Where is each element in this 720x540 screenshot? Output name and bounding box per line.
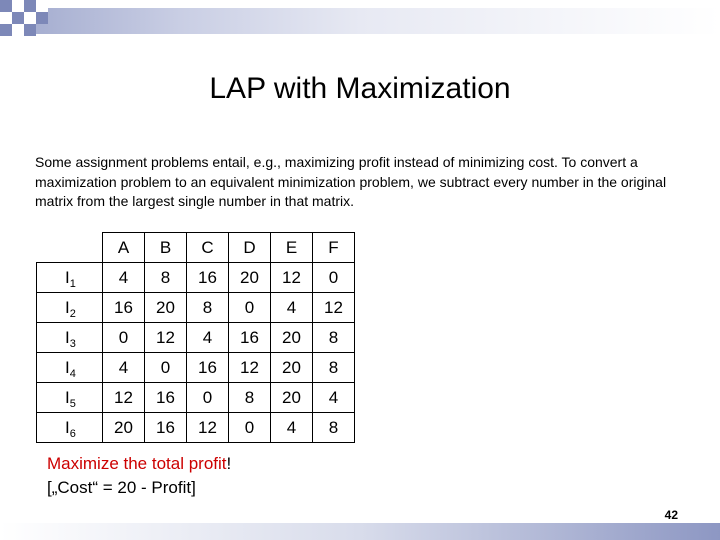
slide-title: LAP with Maximization (209, 72, 511, 105)
table-row (37, 293, 355, 323)
table-cell: 4 (271, 413, 313, 443)
table-cell: 4 (271, 293, 313, 323)
table-cell: 16 (187, 263, 229, 293)
table-cell: 8 (313, 323, 355, 353)
table-cell: 16 (103, 293, 145, 323)
table-corner-cell (37, 233, 103, 263)
table-cell: 4 (103, 263, 145, 293)
row-label: $I_3$ (37, 323, 103, 353)
column-header: D (229, 233, 271, 263)
table-cell: 12 (145, 323, 187, 353)
table-cell: 12 (103, 383, 145, 413)
table-cell: 12 (187, 413, 229, 443)
table-row (37, 263, 355, 293)
table-cell: 8 (229, 383, 271, 413)
table-header-row (37, 233, 355, 263)
row-label: $I_1$ (37, 263, 103, 293)
column-header: A (103, 233, 145, 263)
table-cell: 4 (313, 383, 355, 413)
table-cell: 20 (271, 323, 313, 353)
column-header: E (271, 233, 313, 263)
page-number: 42 (664, 508, 678, 522)
column-header: F (313, 233, 355, 263)
row-label: $I_5$ (37, 383, 103, 413)
table-cell: 8 (187, 293, 229, 323)
table-row (37, 383, 355, 413)
maximize-note (47, 452, 231, 500)
table-cell: 0 (229, 293, 271, 323)
note-line-1: Maximize the total profit! (47, 454, 232, 473)
note-emphasis: Maximize the total profit (47, 454, 227, 473)
table-cell: 12 (313, 293, 355, 323)
note-line-2: [„Cost“ = 20 - Profit] (47, 478, 196, 497)
table-cell: 20 (271, 383, 313, 413)
table-cell: 4 (187, 323, 229, 353)
table-row (37, 323, 355, 353)
table-cell: 0 (313, 263, 355, 293)
intro-paragraph: Some assignment problems entail, e.g., maximizing profit instead of minimizing cost. To convert a maximization problem to an equivalent minimization problem, we subtract every number in the original matrix from the largest single number in that matrix. (35, 154, 667, 209)
table-row (37, 413, 355, 443)
row-label: $I_2$ (37, 293, 103, 323)
footer-gradient-bar (0, 523, 720, 540)
table-cell: 8 (313, 413, 355, 443)
table-cell: 0 (103, 323, 145, 353)
table-cell: 20 (145, 293, 187, 323)
table-cell: 16 (229, 323, 271, 353)
table-cell: 0 (187, 383, 229, 413)
table-cell: 0 (229, 413, 271, 443)
row-label: $I_4$ (37, 353, 103, 383)
table-cell: 0 (145, 353, 187, 383)
table-cell: 16 (145, 383, 187, 413)
table-cell: 4 (103, 353, 145, 383)
table-cell: 12 (271, 263, 313, 293)
table-row (37, 353, 355, 383)
row-label: $I_6$ (37, 413, 103, 443)
table-cell: 20 (271, 353, 313, 383)
table-cell: 8 (313, 353, 355, 383)
table-cell: 20 (103, 413, 145, 443)
table-cell: 16 (145, 413, 187, 443)
table-cell: 20 (229, 263, 271, 293)
column-header: C (187, 233, 229, 263)
profit-matrix-table (36, 232, 355, 443)
table-cell: 12 (229, 353, 271, 383)
column-header: B (145, 233, 187, 263)
table-cell: 16 (187, 353, 229, 383)
header-gradient-bar (0, 8, 720, 34)
table-cell: 8 (145, 263, 187, 293)
